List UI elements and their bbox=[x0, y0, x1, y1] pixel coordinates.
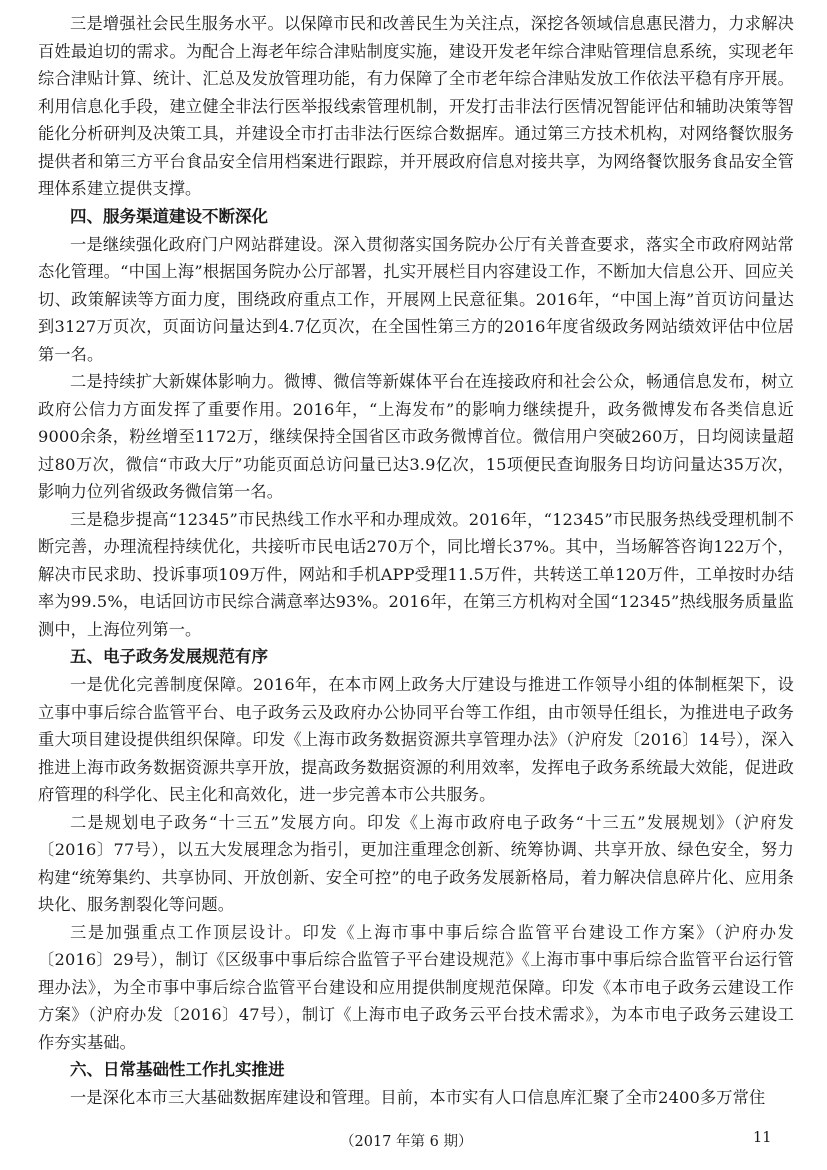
section-heading-6: 六、日常基础性工作扎实推进 bbox=[70, 1060, 285, 1079]
paragraph-basic-databases: 一是深化本市三大基础数据库建设和管理。目前，本市实有人口信息库汇聚了全市2400多万常住 bbox=[70, 1088, 766, 1107]
paragraph-new-media: 二是持续扩大新媒体影响力。微博、微信等新媒体平台在连接政府和社会公众，畅通信息发布，树立政府公信力方面发挥了重要作用。2016年，“上海发布”的影响力继续提升，政务微博发布各类信息近9000余条，粉丝增至1172万，继续保持全国省区市政务微博首位。微信用户突破260万，日均阅读量超过80万次，微信“市政大厅”功能页面总访问量已达3.9亿次，15项便民查询服务日均访问量达35万次，影响力位列省级政务微信第一名。 bbox=[38, 372, 794, 501]
paragraph-social-livelihood: 三是增强社会民生服务水平。以保障市民和改善民生为关注点，深挖各领域信息惠民潜力，力求解决百姓最迫切的需求。为配合上海老年综合津贴制度实施，建设开发老年综合津贴管理信息系统，实现老年综合津贴计算、统计、汇总及发放管理功能，有力保障了全市老年综合津贴发放工作依法平稳有序开展。利用信息化手段，建立健全非法行医举报线索管理机制，开发打击非法行医情况智能评估和辅助决策等智能化分析研判及决策工具，并建设全市打击非法行医综合数据库。通过第三方技术机构，对网络餐饮服务提供者和第三方平台食品安全信用档案进行跟踪，并开展政府信息对接共享，为网络餐饮服务食品安全管理体系建立提供支撑。 bbox=[38, 14, 794, 198]
paragraph-hotline-12345: 三是稳步提高“12345”市民热线工作水平和办理成效。2016年，“12345”市民服务热线受理机制不断完善，办理流程持续优化，共接听市民电话270万个，同比增长37%。其中，当场解答咨询122万个，解决市民求助、投诉事项109万件，网站和手机APP受理11.5万件，共转送工单120万件，工单按时办结率为99.5%，电话回访市民综合满意率达93%。2016年，在第三方机构对全国“12345”热线服务质量监测中，上海位列第一。 bbox=[38, 509, 794, 639]
section-heading-5: 五、电子政务发展规范有序 bbox=[70, 647, 268, 666]
paragraph-system-guarantee: 一是优化完善制度保障。2016年，在本市网上政务大厅建设与推进工作领导小组的体制框架下，设立事中事后综合监管平台、电子政务云及政府办公协同平台等工作组，由市领导任组长，为推进电子政务重大项目建设提供组织保障。印发《上海市政务数据资源共享管理办法》（沪府发〔2016〕14号），深入推进上海市政务数据资源共享开放，提高政务数据资源的利用效率，发挥电子政务系统最大效能，促进政府管理的科学化、民主化和高效化，进一步完善本市公共服务。 bbox=[38, 675, 794, 804]
document-body bbox=[38, 10, 794, 1112]
issue-label: （2017 年第 6 期） bbox=[340, 1134, 473, 1150]
paragraph-portal-websites: 一是继续强化政府门户网站群建设。深入贯彻落实国务院办公厅有关普查要求，落实全市政府网站常态化管理。“中国上海”根据国务院办公厅部署，扎实开展栏目内容建设工作，不断加大信息公开、回应关切、政策解读等方面力度，围绕政府重点工作，开展网上民意征集。2016年，“中国上海”首页访问量达到3127万页次，页面访问量达到4.7亿页次，在全国性第三方的2016年度省级政务网站绩效评估中位居第一名。 bbox=[38, 234, 794, 364]
paragraph-13th-five-year-plan: 二是规划电子政务“十三五”发展方向。印发《上海市政府电子政务“十三五”发展规划》（沪府发〔2016〕77号），以五大发展理念为指引，更加注重理念创新、统筹协调、共享开放、绿色安全，努力构建“统筹集约、共享协同、开放创新、安全可控”的电子政务发展新格局，着力解决信息碎片化、应用条块化、服务割裂化等问题。 bbox=[38, 812, 794, 914]
page-number: 11 bbox=[753, 1130, 772, 1146]
section-heading-4: 四、服务渠道建设不断深化 bbox=[70, 206, 268, 226]
paragraph-top-level-design: 三是加强重点工作顶层设计。印发《上海市事中事后综合监管平台建设工作方案》（沪府办发〔2016〕29号），制订《区级事中事后综合监管子平台建设规范》《上海市事中事后综合监管平台运行管理办法》，为全市事中事后综合监管平台建设和应用提供制度规范保障。印发《本市电子政务云建设工作方案》（沪府办发〔2016〕47号），制订《上海市电子政务云平台技术需求》，为本市电子政务云建设工作夯实基础。 bbox=[38, 922, 794, 1052]
page-footer bbox=[0, 1130, 827, 1154]
